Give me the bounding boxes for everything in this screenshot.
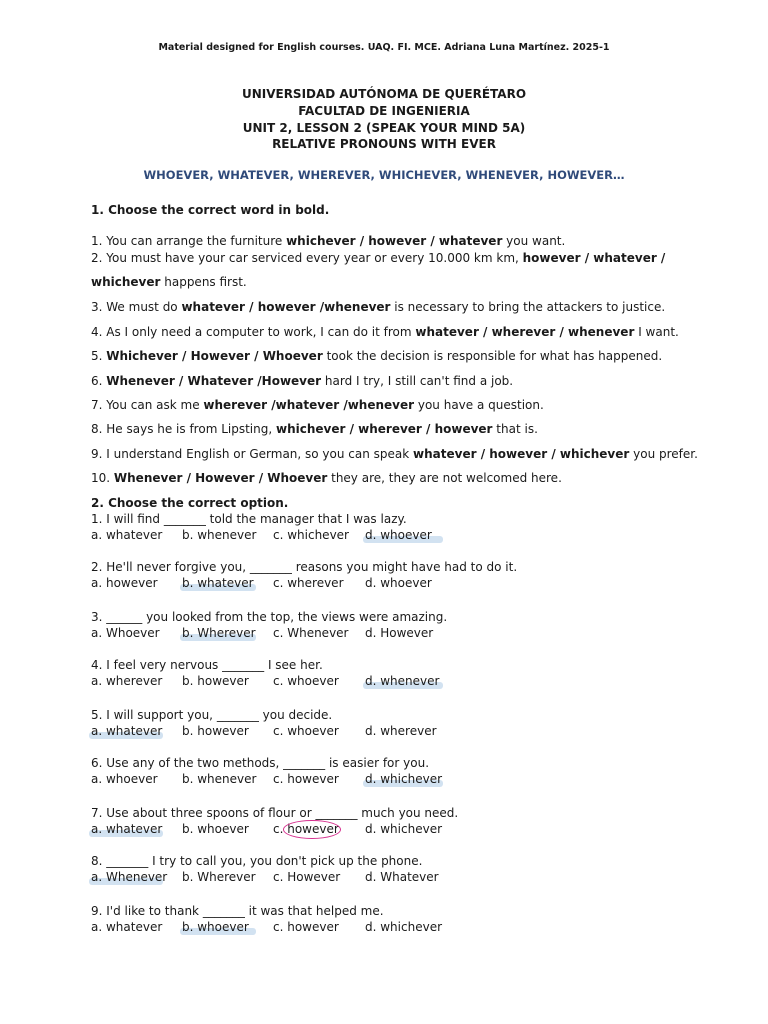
s1-item: 6. Whenever / Whatever /However hard I try, I still can't find a job. [91, 374, 514, 388]
question-text: 6. Use any of the two methods, _______ is easier for you. [91, 756, 430, 770]
answer-option[interactable]: b. whoever [182, 920, 249, 934]
answer-option[interactable]: c. whoever [273, 724, 339, 738]
answer-option[interactable]: b. whenever [182, 772, 257, 786]
answer-option[interactable]: d. whichever [365, 822, 443, 836]
answer-option[interactable]: d. whenever [365, 674, 440, 688]
answer-option[interactable]: d. However [365, 626, 434, 640]
section2-heading: 2. Choose the correct option. [91, 496, 289, 510]
s1-item: 8. He says he is from Lipsting, whichever / wherever / however that is. [91, 422, 538, 436]
answer-option[interactable]: b. whenever [182, 528, 257, 542]
answer-option[interactable]: a. Whoever [91, 626, 160, 640]
question-text: 7. Use about three spoons of flour or _______ much you need. [91, 806, 459, 820]
answer-option[interactable]: c. whoever [273, 674, 339, 688]
question-text: 3. ______ you looked from the top, the views were amazing. [91, 610, 448, 624]
question-text: 4. I feel very nervous _______ I see her. [91, 658, 323, 672]
title-university: UNIVERSIDAD AUTÓNOMA DE QUERÉTARO [241, 87, 527, 101]
question-text: 8. _______ I try to call you, you don't pick up the phone. [91, 854, 423, 868]
answer-option[interactable]: d. wherever [365, 724, 437, 738]
answer-option[interactable]: c. However [273, 870, 341, 884]
s1-item: 2. You must have your car serviced every year or every 10.000 km km, however / whatever / [91, 251, 666, 265]
answer-option[interactable]: d. Whatever [365, 870, 439, 884]
answer-option[interactable]: a. whatever [91, 920, 163, 934]
s1-item: 9. I understand English or German, so you can speak whatever / however / whichever you prefer. [91, 447, 698, 461]
subtitle: WHOEVER, WHATEVER, WHEREVER, WHICHEVER, WHENEVER, HOWEVER… [143, 168, 625, 182]
s1-item: 5. Whichever / However / Whoever took the decision is responsible for what has happened. [91, 349, 663, 363]
answer-option[interactable]: d. whichever [365, 920, 443, 934]
answer-option[interactable]: c. however [273, 920, 339, 934]
answer-option[interactable]: c. wherever [273, 576, 344, 590]
answer-option[interactable]: a. whatever [91, 822, 163, 836]
question-text: 9. I'd like to thank _______ it was that helped me. [91, 904, 384, 918]
answer-option[interactable]: b. whoever [182, 822, 249, 836]
s1-item: 1. You can arrange the furniture whichever / however / whatever you want. [91, 234, 566, 248]
question-text: 5. I will support you, _______ you decide. [91, 708, 333, 722]
answer-option[interactable]: b. Wherever [182, 626, 256, 640]
answer-option[interactable]: d. whoever [365, 528, 432, 542]
header-note: Material designed for English courses. UAQ. FI. MCE. Adriana Luna Martínez. 2025-1 [158, 42, 610, 53]
title-unit: UNIT 2, LESSON 2 (SPEAK YOUR MIND 5A) [242, 121, 526, 135]
answer-circle [283, 820, 341, 839]
answer-option[interactable]: b. however [182, 724, 249, 738]
s1-item: 4. As I only need a computer to work, I can do it from whatever / wherever / whenever I want. [91, 325, 679, 339]
answer-option[interactable]: b. whatever [182, 576, 254, 590]
answer-option[interactable]: c. Whenever [273, 626, 349, 640]
answer-option[interactable]: a. whatever [91, 528, 163, 542]
answer-option[interactable]: a. whatever [91, 724, 163, 738]
s1-item: whichever happens first. [91, 275, 247, 289]
answer-option[interactable]: a. wherever [91, 674, 163, 688]
answer-option[interactable]: a. however [91, 576, 158, 590]
answer-option[interactable]: c. whichever [273, 528, 349, 542]
answer-option[interactable]: c. however [273, 772, 339, 786]
answer-option[interactable]: b. however [182, 674, 249, 688]
section1-heading: 1. Choose the correct word in bold. [91, 203, 330, 217]
answer-option[interactable]: c. however [273, 822, 339, 836]
s1-item: 3. We must do whatever / however /whenever is necessary to bring the attackers to justice. [91, 300, 666, 314]
title-faculty: FACULTAD DE INGENIERIA [298, 104, 470, 118]
answer-option[interactable]: a. whoever [91, 772, 158, 786]
answer-option[interactable]: a. Whenever [91, 870, 168, 884]
question-text: 1. I will find _______ told the manager that I was lazy. [91, 512, 407, 526]
title-topic: RELATIVE PRONOUNS WITH EVER [272, 137, 496, 151]
answer-option[interactable]: d. whichever [365, 772, 443, 786]
question-text: 2. He'll never forgive you, _______ reasons you might have had to do it. [91, 560, 518, 574]
answer-option[interactable]: b. Wherever [182, 870, 256, 884]
answer-option[interactable]: d. whoever [365, 576, 432, 590]
s1-item: 7. You can ask me wherever /whatever /whenever you have a question. [91, 398, 544, 412]
s1-item: 10. Whenever / However / Whoever they are, they are not welcomed here. [91, 471, 562, 485]
